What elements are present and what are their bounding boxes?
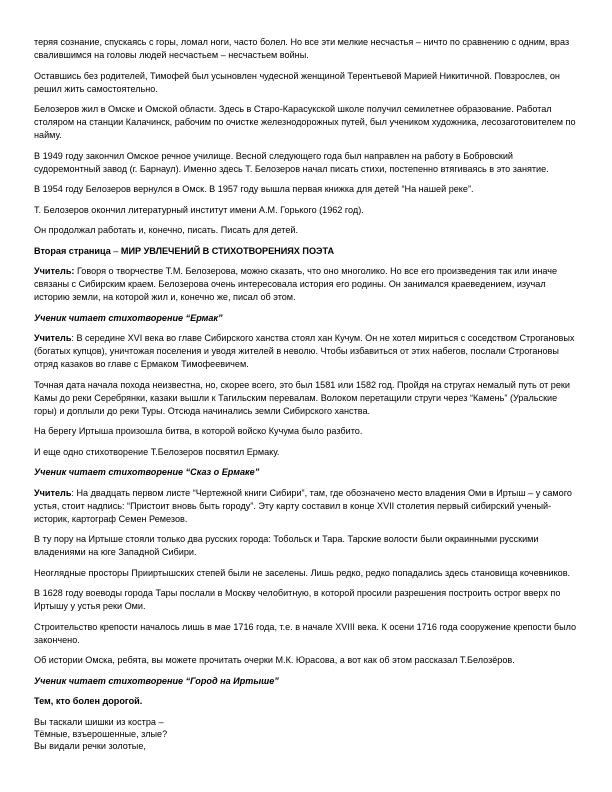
paragraph: В ту пору на Иртыше стояли только два русских города: Тобольск и Тара. Тарские волости были окраинными русскими владениями на юге Западной Сибири.: [34, 534, 539, 557]
speaker-label: Учитель: [34, 333, 72, 343]
paragraph: Неоглядные просторы Прииртышских степей были не заселены. Лишь редко, редко попадались здесь становища кочевников.: [34, 567, 571, 578]
paragraph: Оставшись без родителей, Тимофей был усыновлен чудесной женщиной Терентьевой Марией Никитичной. Повзрослев, он решил жить самостоятельно.: [34, 70, 560, 94]
speaker-label: Учитель:: [34, 266, 75, 276]
speaker-label: Учитель: [34, 487, 72, 498]
speaker-text: : На двадцать первом листе “Чертежной книги Сибири”, там, где обозначено место владения Оми в Иртыш – у самого устья, стоит надпись: “Пристоит вновь быть городу”. Эту карту составил в конце XVII столетия первый сибирский ученый-историк, картограф Семен Ремезов.: [34, 487, 572, 524]
speaker-text: Говоря о творчестве Т.М. Белозерова, можно сказать, что оно многолико. Но все его произведения так или иначе связаны с Сибирским краем. Белозерова очень интересовала история его родины. Он занимался краеведением, изучал историю земли, на которой жил и, конечно же, писал об этом.: [34, 266, 558, 302]
poem-line: Вы видали речки золотые,: [34, 740, 146, 751]
poem-line: Вы таскали шишки из костра –: [34, 716, 164, 727]
paragraph: Он продолжал работать и, конечно, писать. Писать для детей.: [34, 225, 299, 235]
paragraph: Об истории Омска, ребята, вы можете прочитать очерки М.К. Юрасова, а вот как об этом рассказал Т.Белозёров.: [34, 655, 515, 665]
speaker-text: : В середине XVI века во главе Сибирского ханства стоял хан Кучум. Он не хотел мириться с соседством Строгановых (богатых купцов), уничтожая поселения и уводя жителей в неволю. Чтобы избавиться от этих набегов, послали Строгановы отряд казаков во главе с Ермаком Тимофеевичем.: [34, 333, 575, 369]
paragraph: На берегу Иртыша произошла битва, в которой войско Кучума было разбито.: [34, 426, 363, 436]
paragraph: И еще одно стихотворение Т.Белозеров посвятил Ермаку.: [34, 446, 280, 457]
paragraph: Строительство крепости началось лишь в мае 1716 года, т.е. в начале XVIII века. К осени 1716 года сооружение крепости было закончено.: [34, 621, 577, 645]
paragraph: теряя сознание, спускаясь с горы, ломал ноги, часто болел. Но все эти мелкие несчастья – ничто по сравнению с одним, враз свалившимся на головы людей несчастьем – несчастьем войны.: [34, 37, 570, 60]
teacher-paragraph: [34, 487, 580, 526]
poem-excerpt: [34, 716, 580, 752]
paragraph: В 1949 году закончил Омское речное училище. Весной следующего года был направлен на работу в Бобровский судоремонтный завод (г. Барнаул). Именно здесь Т. Белозеров начал писать стихи, постепенно втягиваясь в это занятие.: [34, 150, 549, 174]
student-reads-heading: Ученик читает стихотворение “Сказ о Ермаке”: [34, 467, 260, 477]
paragraph: В 1954 году Белозеров вернулся в Омск. В 1957 году вышла первая книжка для детей “На нашей реке”.: [34, 184, 474, 194]
section-title: МИР УВЛЕЧЕНИЙ В СТИХОТВОРЕНИЯХ ПОЭТА: [120, 245, 335, 256]
document-page: [34, 36, 580, 752]
student-reads-heading: Ученик читает стихотворение “Ермак”: [34, 312, 223, 323]
poem-title: Тем, кто болен дорогой.: [34, 696, 143, 706]
poem-line: Тёмные, взъерошенные, злые?: [34, 728, 168, 739]
teacher-paragraph: [34, 332, 580, 371]
paragraph: В 1628 году воеводы города Тары послали в Москву челобитную, в которой просили разрешения построить острог вверх по Иртышу у устья реки Оми.: [34, 588, 561, 611]
section-heading: [34, 245, 580, 258]
teacher-paragraph: [34, 265, 580, 304]
paragraph: Точная дата начала похода неизвестна, но, скорее всего, это был 1581 или 1582 год. Пройдя на стругах немалый путь от реки Камы до реки Серебрянки, казаки вышли к Тагильским перевалам. Волоком перетащили струги через “Камень” (Уральские горы) и доплыли до реки Туры. Отсюда начинались земли Сибирского ханства.: [34, 379, 570, 416]
paragraph: Белозеров жил в Омске и Омской области. Здесь в Старо-Карасукской школе получил семилетнее образование. Работал столяром на станции Калачинск, рабочим по очистке железнодорожных путей, был учеником художника, лесозаготовителем по найму.: [34, 104, 576, 140]
section-dash: –: [110, 245, 121, 256]
section-label: Вторая страница: [34, 245, 111, 256]
paragraph: Т. Белозеров окончил литературный институт имени А.М. Горького (1962 год).: [34, 204, 364, 215]
student-reads-heading: Ученик читает стихотворение “Город на Иртыше”: [34, 675, 279, 686]
